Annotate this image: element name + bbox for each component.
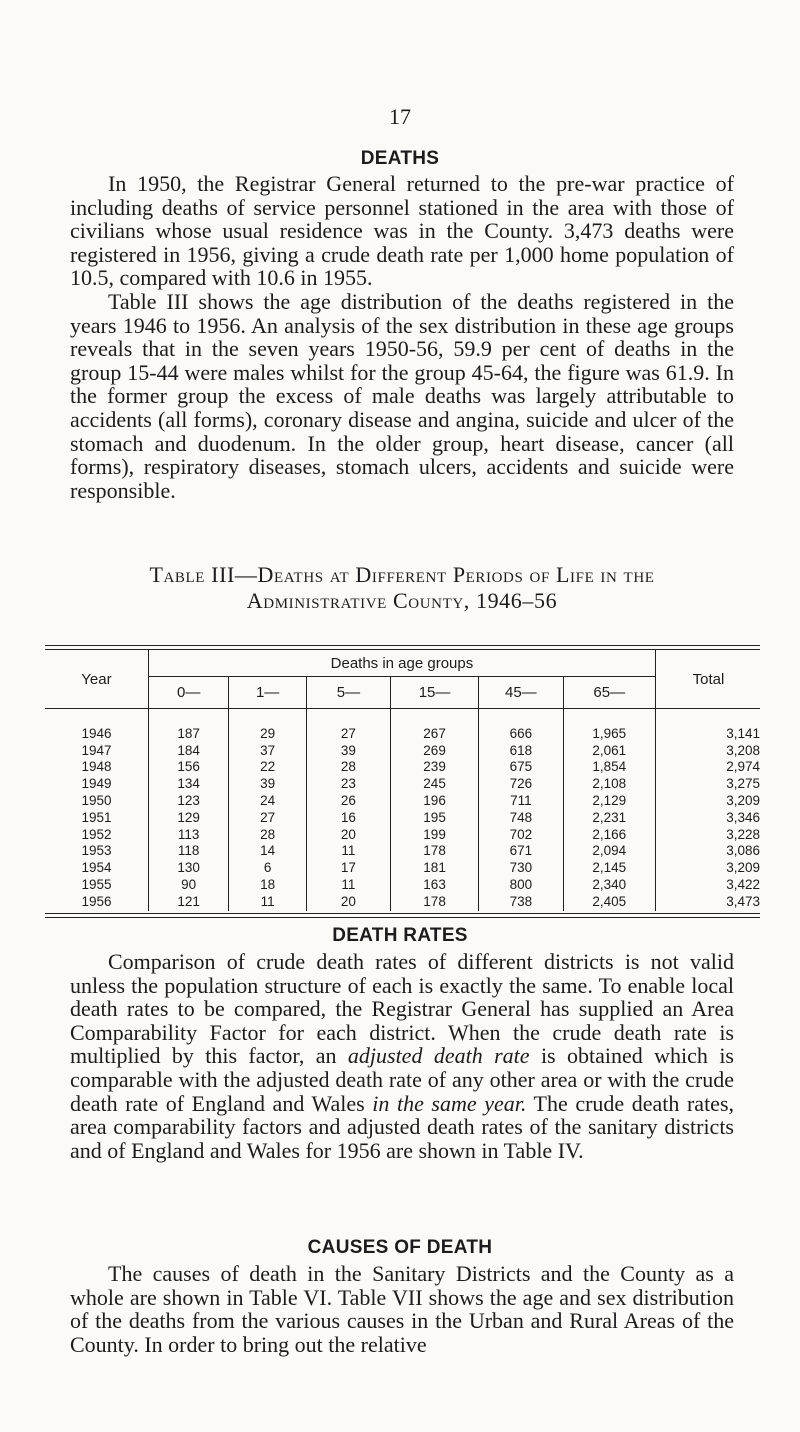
value-cell: 671: [479, 843, 563, 860]
value-cell: 11: [229, 894, 306, 911]
value-cell: 20: [306, 827, 390, 844]
value-cell: 39: [306, 743, 390, 760]
death-rates-text-2: is obtained which is comparable with the adjusted death rate of any other area or with the crude death rate of England and Wales: [70, 1043, 734, 1116]
value-cell: 2,145: [563, 860, 655, 877]
value-cell: 738: [479, 894, 563, 911]
table-row: [45, 726, 760, 743]
value-cell: 184: [148, 743, 229, 760]
value-cell: 156: [148, 759, 229, 776]
table-caption: [70, 562, 734, 614]
value-cell: 113: [148, 827, 229, 844]
header-age-1: 1—: [229, 677, 306, 709]
year-cell: 1950: [81, 792, 112, 808]
causes-paragraph: The causes of death in the Sanitary Districts and the County as a whole are shown in Table VI. Table VII shows the age and sex distribution of the deaths from the various causes in the Urban and Rural Areas of the County. In order to bring out the relative: [70, 1261, 734, 1357]
value-cell: 239: [390, 759, 478, 776]
value-cell: 2,340: [563, 877, 655, 894]
value-cell: 22: [229, 759, 306, 776]
value-cell: 196: [390, 793, 478, 810]
table-row: [45, 793, 760, 810]
total-cell: 3,228: [655, 827, 760, 844]
value-cell: 267: [390, 726, 478, 743]
value-cell: 245: [390, 776, 478, 793]
value-cell: 726: [479, 776, 563, 793]
value-cell: 675: [479, 759, 563, 776]
total-cell: 3,473: [655, 894, 760, 911]
value-cell: 27: [306, 726, 390, 743]
value-cell: 26: [306, 793, 390, 810]
total-cell: 3,422: [655, 877, 760, 894]
total-cell: 3,346: [655, 810, 760, 827]
value-cell: 2,129: [563, 793, 655, 810]
value-cell: 730: [479, 860, 563, 877]
value-cell: 800: [479, 877, 563, 894]
value-cell: 163: [390, 877, 478, 894]
value-cell: 178: [390, 894, 478, 911]
table-row: [45, 759, 760, 776]
value-cell: 199: [390, 827, 478, 844]
causes-heading: CAUSES OF DEATH: [307, 1237, 493, 1258]
header-age-45: 45—: [479, 677, 563, 709]
year-cell: 1951: [81, 809, 112, 825]
value-cell: 27: [229, 810, 306, 827]
total-cell: 3,086: [655, 843, 760, 860]
total-cell: 3,208: [655, 743, 760, 760]
year-cell: 1948: [81, 759, 112, 775]
header-age-65: 65—: [563, 677, 655, 709]
value-cell: 123: [148, 793, 229, 810]
value-cell: 18: [229, 877, 306, 894]
year-cell: 1947: [81, 742, 112, 758]
value-cell: 2,231: [563, 810, 655, 827]
value-cell: 28: [229, 827, 306, 844]
total-cell: 3,209: [655, 860, 760, 877]
year-cell: 1953: [81, 843, 112, 859]
value-cell: 2,166: [563, 827, 655, 844]
page-number: 17: [389, 104, 411, 129]
death-rates-text-3: The crude death rates, area comparability factors and adjusted death rates of the sanitary districts and of England and Wales for 1956 are shown in Table IV.: [70, 1090, 735, 1163]
header-age-groups: Deaths in age groups: [148, 650, 655, 677]
value-cell: 269: [390, 743, 478, 760]
value-cell: 1,965: [563, 726, 655, 743]
header-age-5: 5—: [306, 677, 390, 709]
table-row: [45, 776, 760, 793]
year-cell: 1956: [81, 893, 112, 909]
year-cell: 1955: [81, 876, 112, 892]
value-cell: 29: [229, 726, 306, 743]
deaths-by-age-table: [45, 645, 760, 918]
value-cell: 16: [306, 810, 390, 827]
table-row: [45, 860, 760, 877]
value-cell: 23: [306, 776, 390, 793]
table-row: [45, 894, 760, 911]
year-cell: 1952: [81, 826, 112, 842]
value-cell: 618: [479, 743, 563, 760]
value-cell: 666: [479, 726, 563, 743]
value-cell: 134: [148, 776, 229, 793]
value-cell: 118: [148, 843, 229, 860]
value-cell: 24: [229, 793, 306, 810]
value-cell: 11: [306, 877, 390, 894]
value-cell: 28: [306, 759, 390, 776]
value-cell: 90: [148, 877, 229, 894]
value-cell: 178: [390, 843, 478, 860]
deaths-paragraph-1: In 1950, the Registrar General returned to the pre-war practice of including deaths of service personnel stationed in the area with those of civilians whose usual residence was in the County. 3,473 deaths were registered in 1956, giving a crude death rate per 1,000 home population of 10.5, compared with 10.6 in 1955.: [70, 171, 734, 291]
value-cell: 11: [306, 843, 390, 860]
value-cell: 187: [148, 726, 229, 743]
header-age-0: 0—: [148, 677, 229, 709]
header-age-15: 15—: [390, 677, 478, 709]
value-cell: 39: [229, 776, 306, 793]
death-rates-heading: DEATH RATES: [332, 925, 468, 946]
value-cell: 6: [229, 860, 306, 877]
table-row: [45, 843, 760, 860]
value-cell: 748: [479, 810, 563, 827]
total-cell: 2,974: [655, 759, 760, 776]
value-cell: 129: [148, 810, 229, 827]
value-cell: 181: [390, 860, 478, 877]
death-rates-paragraph: [70, 950, 734, 1162]
table-row: [45, 827, 760, 844]
total-cell: 3,141: [655, 726, 760, 743]
table-row: [45, 877, 760, 894]
total-cell: 3,209: [655, 793, 760, 810]
value-cell: 711: [479, 793, 563, 810]
value-cell: 17: [306, 860, 390, 877]
value-cell: 2,405: [563, 894, 655, 911]
table-caption-line-2: Administrative County, 1946–56: [246, 588, 558, 613]
death-rates-italic-2: in the same year.: [372, 1090, 527, 1116]
death-rates-text-1: Comparison of crude death rates of different districts is not valid unless the population structure of each is exactly the same. To enable local death rates to be compared, the Registrar General has supplied an Area Comparability Factor for each district. When the crude death rate is multiplied by this factor, an: [70, 949, 734, 1069]
table-bottom-rule: [45, 913, 760, 918]
value-cell: 195: [390, 810, 478, 827]
header-total: Total: [655, 650, 760, 709]
death-rates-italic-1: adjusted death rate: [347, 1043, 530, 1069]
value-cell: 2,061: [563, 743, 655, 760]
table-caption-line-1: Table III—Deaths at Different Periods of Life in the: [149, 562, 655, 587]
total-cell: 3,275: [655, 776, 760, 793]
value-cell: 2,108: [563, 776, 655, 793]
value-cell: 130: [148, 860, 229, 877]
deaths-paragraph-2: Table III shows the age distribution of the deaths registered in the years 1946 to 1956. An analysis of the sex distribution in these age groups reveals that in the seven years 1950-56, 59.9 per cent of deaths in the group 15-44 were males whilst for the group 45-64, the figure was 61.9. In the former group the excess of male deaths was largely attributable to accidents (all forms), coronary disease and angina, suicide and ulcer of the stomach and duodenum. In the older group, heart disease, cancer (all forms), respiratory diseases, stomach ulcers, accidents and suicide were responsible.: [70, 289, 734, 503]
deaths-heading: DEATHS: [360, 148, 440, 169]
header-year: Year: [81, 670, 112, 688]
year-cell: 1949: [81, 776, 112, 792]
value-cell: 121: [148, 894, 229, 911]
value-cell: 37: [229, 743, 306, 760]
value-cell: 702: [479, 827, 563, 844]
year-cell: 1946: [81, 725, 112, 741]
value-cell: 1,854: [563, 759, 655, 776]
value-cell: 14: [229, 843, 306, 860]
value-cell: 20: [306, 894, 390, 911]
table-row: [45, 810, 760, 827]
table-row: [45, 743, 760, 760]
value-cell: 2,094: [563, 843, 655, 860]
year-cell: 1954: [81, 860, 112, 876]
